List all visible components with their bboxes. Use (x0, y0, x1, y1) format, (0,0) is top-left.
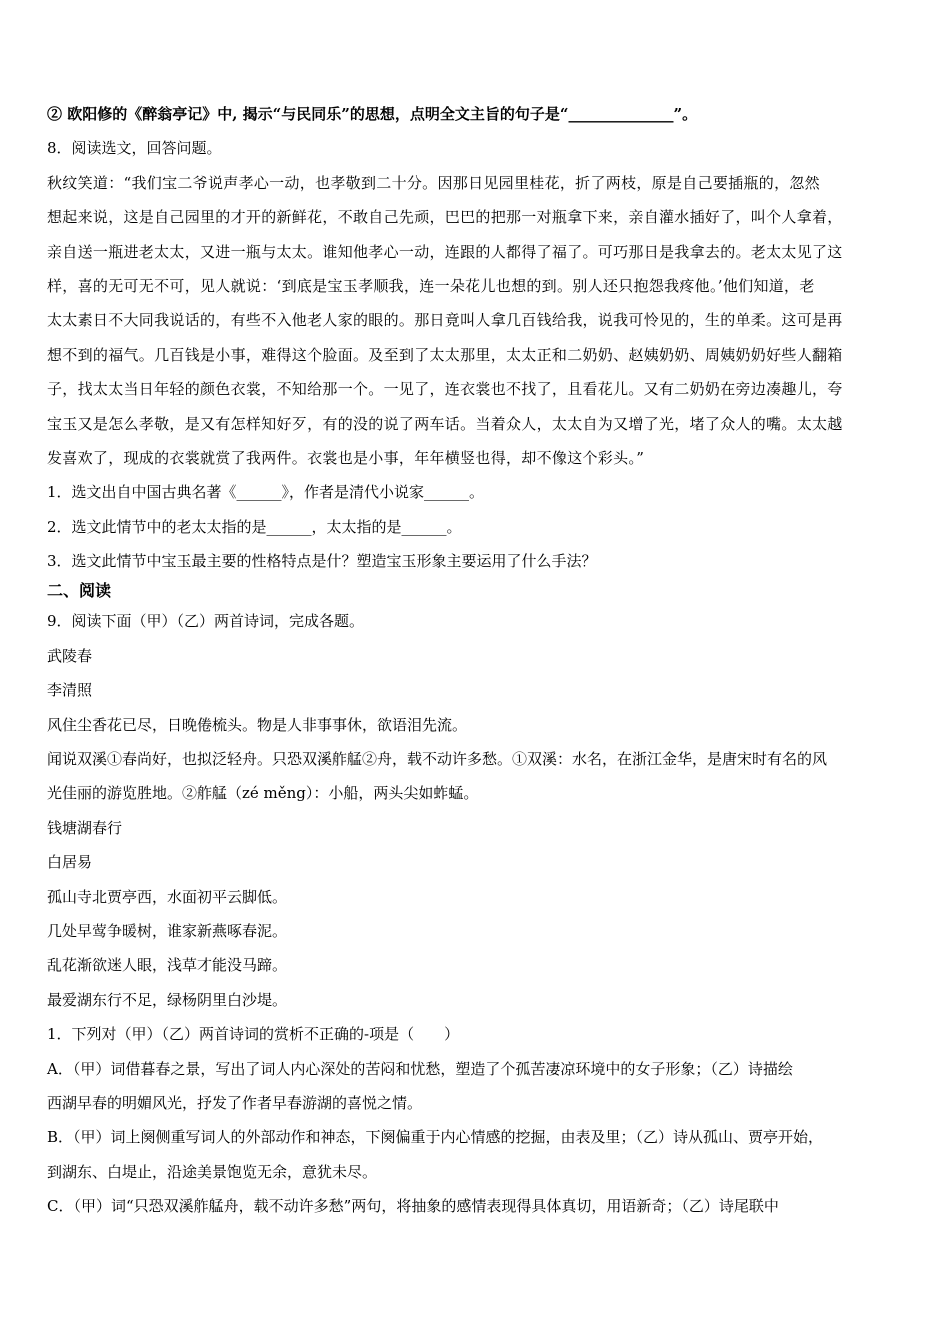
poem-1-line: 闻说双溪①春尚好，也拟泛轻舟。只恐双溪舴艋②舟，载不动许多愁。①双溪：水名，在浙江金华，是唐宋时有名的风 (47, 750, 828, 769)
question-9-1-stem: 1．下列对（甲）（乙）两首诗词的赏析不正确的-项是（ ） (47, 1025, 460, 1044)
question-8-3: 3．选文此情节中宝玉最主要的性格特点是什？塑造宝玉形象主要运用了什么手法？ (47, 552, 597, 571)
option-line: 到湖东、白堤止，沿途美景饱览无余，意犹未尽。 (47, 1162, 378, 1181)
passage-line: 样，喜的无可无不可，见人就说：‘到底是宝玉孝顺我，连一朵花儿也想的到。别人还只抱怨我疼他。’他们知道，老 (47, 276, 815, 295)
passage-line: 发喜欢了，现成的衣裳就赏了我两件。衣裳也是小事，年年横竖也得，却不像这个彩头。” (47, 448, 645, 467)
passage-line: 秋纹笑道：“我们宝二爷说声孝心一动，也孝敬到二十分。因那日见园里桂花，折了两枝，原是自己要插瓶的，忽然 (47, 173, 820, 192)
question-8-2: 2．选文此情节中的老太太指的是______，太太指的是______。 (47, 517, 462, 536)
question-8-1: 1．选文出自中国古典名著《______》，作者是清代小说家______。 (47, 483, 485, 502)
poem-1-author: 李清照 (47, 681, 93, 700)
poem-1-line: 风住尘香花已尽，日晚倦梳头。物是人非事事休，欲语泪先流。 (47, 715, 468, 734)
passage-line: 子，找太太当日年轻的颜色衣裳，不知给那一个。一见了，连衣裳也不找了，且看花儿。又有二奶奶在旁边凑趣儿，夸 (47, 380, 843, 399)
poem-2-author: 白居易 (47, 853, 93, 872)
poem-2-line: 几处早莺争暖树，谁家新燕啄春泥。 (47, 921, 288, 940)
passage-line: 亲自送一瓶进老太太，又进一瓶与太太。谁知他孝心一动，连跟的人都得了福了。可巧那日是我拿去的。老太太见了这 (47, 242, 843, 261)
poem-1-title: 武陵春 (47, 646, 93, 665)
question-8-intro: 8．阅读选文，回答问题。 (47, 139, 222, 158)
poem-2-line: 最爱湖东行不足，绿杨阴里白沙堤。 (47, 990, 288, 1009)
question-9-intro: 9．阅读下面（甲）（乙）两首诗词，完成各题。 (47, 612, 365, 631)
passage-line: 宝玉又是怎么孝敬，是又有怎样知好歹，有的没的说了两车话。当着众人，太太自为又增了光，堵了众人的嘴。太太越 (47, 414, 843, 433)
document-content (47, 97, 915, 1224)
passage-line: 想起来说，这是自己园里的才开的新鲜花，不敢自己先顽，巴巴的把那一对瓶拿下来，亲自灌水插好了，叫个人拿着， (47, 208, 843, 227)
question-7-2: ② 欧阳修的《醉翁亭记》中, 揭示“与民同乐”的思想，点明全文主旨的句子是“______________”。 (47, 105, 698, 123)
option-line: C．（甲）词“只恐双溪舴艋舟，载不动许多愁”两句，将抽象的感情表现得具体真切，用语新奇；（乙）诗尾联中 (47, 1197, 779, 1216)
passage-line: 想不到的福气。几百钱是小事，难得这个脸面。及至到了太太那里，太太正和二奶奶、赵姨奶奶、周姨奶奶好些人翻箱 (47, 345, 843, 364)
option-line: A．（甲）词借暮春之景，写出了词人内心深处的苦闷和忧愁，塑造了个孤苦凄凉环境中的女子形象；（乙）诗描绘 (47, 1059, 793, 1078)
poem-2-line: 乱花渐欲迷人眼，浅草才能没马蹄。 (47, 956, 288, 975)
poem-2-title: 钱塘湖春行 (47, 818, 123, 837)
option-line: 西湖早春的明媚风光，抒发了作者早春游湖的喜悦之情。 (47, 1093, 423, 1112)
poem-2-line: 孤山寺北贾亭西，水面初平云脚低。 (47, 887, 288, 906)
passage-line: 太太素日不大同我说话的，有些不入他老人家的眼的。那日竟叫人拿几百钱给我，说我可怜见的，生的单柔。这可是再 (47, 311, 843, 330)
poem-1-line: 光佳丽的游览胜地。②舴艋（zé měng）：小船，两头尖如蚱蜢。 (47, 784, 479, 803)
option-line: B．（甲）词上阕侧重写词人的外部动作和神态，下阕偏重于内心情感的挖掘，由表及里；（乙）诗从孤山、贾亭开始， (47, 1128, 824, 1147)
section-heading: 二、阅读 (47, 581, 112, 601)
